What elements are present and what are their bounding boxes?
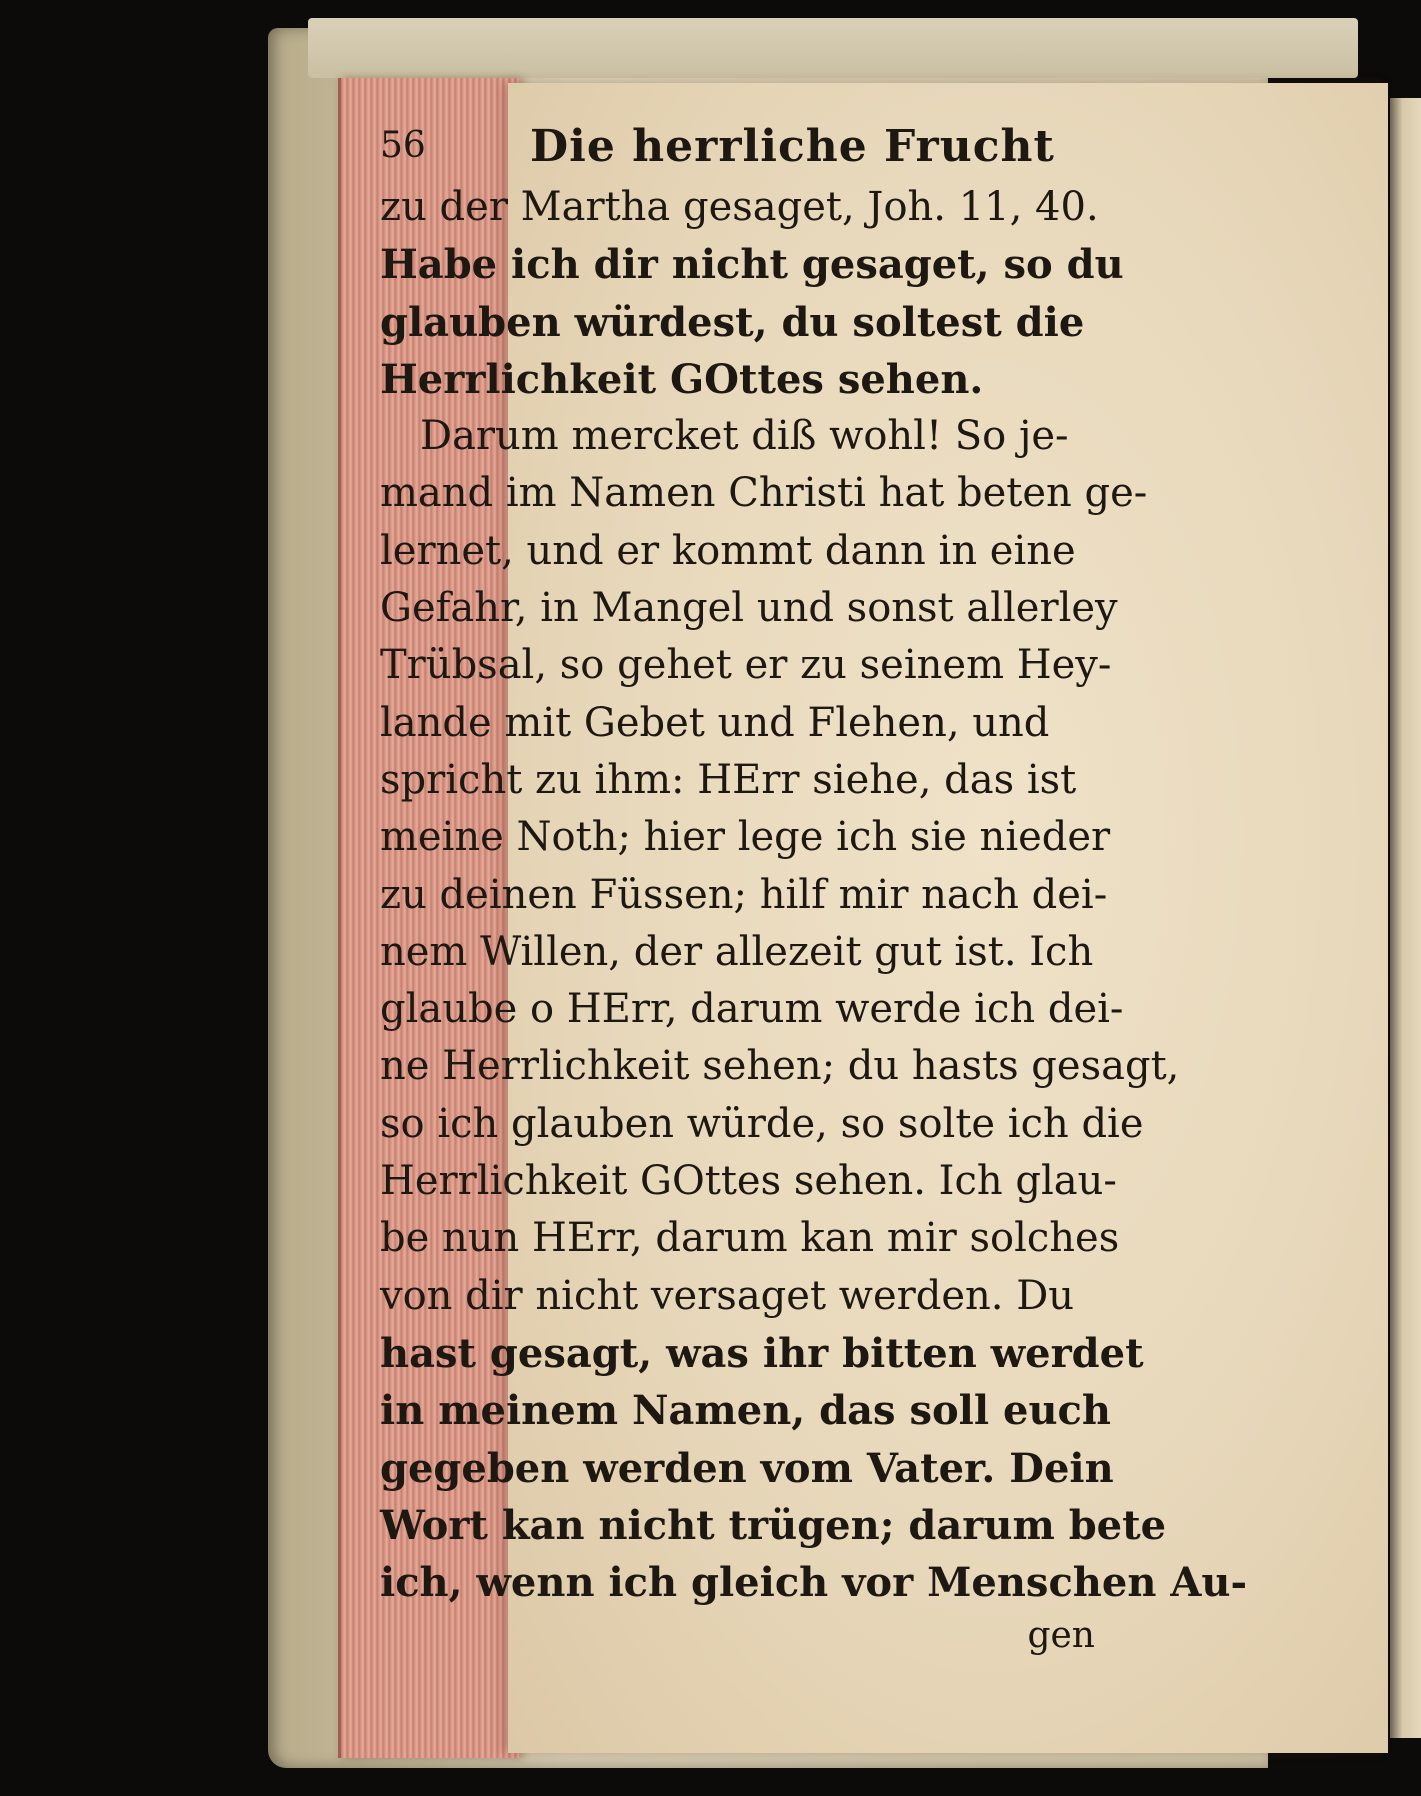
page-number: 56 (380, 125, 426, 166)
text-line: Darum mercket diß wohl! So je- (420, 413, 1069, 460)
text-line: so ich glauben würde, so solte ich die (380, 1100, 1144, 1147)
text-line: hast gesagt, was ihr bitten werdet (380, 1329, 1144, 1377)
text-line: von dir nicht versaget werden. Du (380, 1272, 1075, 1319)
text-line: zu deinen Füssen; hilf mir nach dei- (380, 871, 1108, 918)
text-line: nem Willen, der allezeit gut ist. Ich (380, 928, 1094, 975)
text-line: lernet, und er kommt dann in eine (380, 527, 1076, 574)
text-line: lande mit Gebet und Flehen, und (380, 699, 1050, 746)
text-line: zu der Martha gesaget, Joh. 11, 40. (380, 184, 1099, 230)
text-line: Habe ich dir nicht gesaget, so du (380, 241, 1124, 289)
text-line: Wort kan nicht trügen; darum bete (380, 1501, 1167, 1549)
text-line: Herrlichkeit GOttes sehen. (380, 355, 984, 403)
text-line: Gefahr, in Mangel und sonst allerley (380, 585, 1118, 632)
text-line: glauben würdest, du soltest die (380, 298, 1085, 346)
text-line: be nun HErr, darum kan mir solches (380, 1215, 1120, 1262)
text-line: glaube o HErr, darum werde ich dei- (380, 986, 1124, 1033)
text-line: gegeben werden vom Vater. Dein (380, 1444, 1114, 1492)
catchword: gen (1027, 1615, 1095, 1657)
book-cover-top (308, 18, 1358, 78)
text-line: meine Noth; hier lege ich sie nieder (380, 814, 1111, 861)
gutter (1390, 98, 1421, 1738)
text-line: Herrlichkeit GOttes sehen. Ich glau- (380, 1158, 1117, 1205)
text-line: ich, wenn ich gleich vor Menschen Au- (380, 1559, 1248, 1607)
text-line: spricht zu ihm: HErr siehe, das ist (380, 756, 1077, 803)
text-line: Trübsal, so gehet er zu seinem Hey- (380, 642, 1112, 689)
page-header (380, 115, 1095, 179)
text-line: in meinem Namen, das soll euch (380, 1387, 1111, 1435)
text-line: ne Herrlichkeit sehen; du hasts gesagt, (380, 1043, 1180, 1090)
page-text (380, 115, 1248, 1661)
text-line: mand im Namen Christi hat beten ge- (380, 470, 1148, 517)
running-title: Die herrliche Frucht (530, 121, 1055, 172)
